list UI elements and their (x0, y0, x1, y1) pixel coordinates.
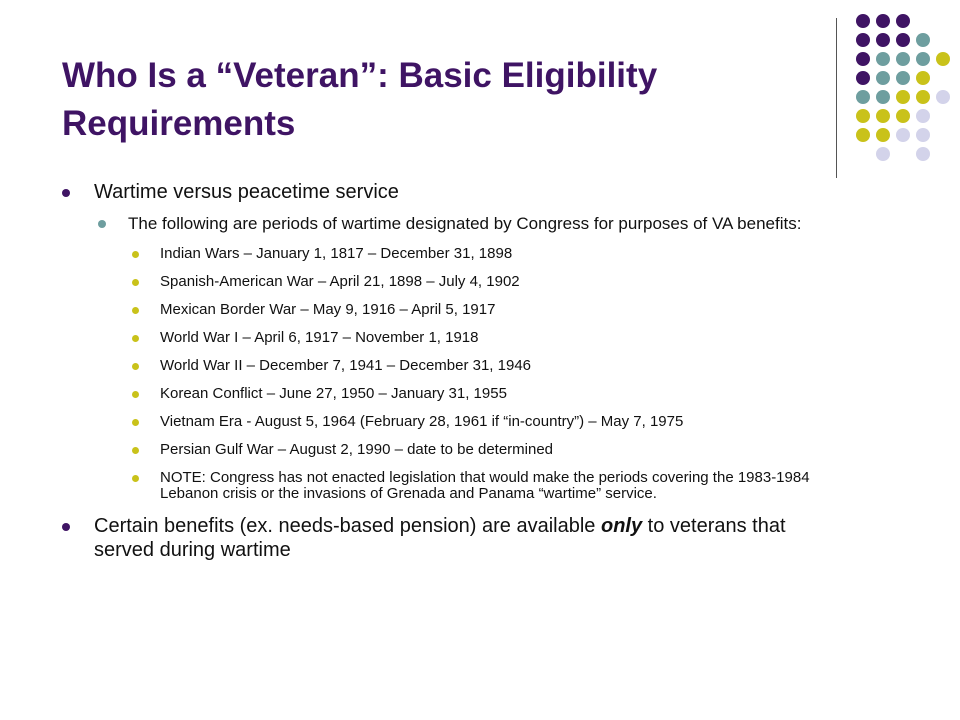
bullet-dot-icon (132, 335, 139, 342)
dot (876, 33, 890, 47)
bullet-dot-icon (132, 307, 139, 314)
wartime-period-item: Mexican Border War – May 9, 1916 – April 5, 1917 (128, 302, 842, 318)
bullet-dot-icon (132, 391, 139, 398)
wartime-period-list (128, 246, 842, 502)
sub-bullet-list (94, 214, 842, 502)
dot (916, 109, 930, 123)
sub-bullet-item (94, 214, 842, 502)
wartime-period-item: Indian Wars – January 1, 1817 – December 31, 1898 (128, 246, 842, 262)
note-item: NOTE: Congress has not enacted legislation that would make the periods covering the 1983-1984 Lebanon crisis or the invasions of Grenada and Panama “wartime” service. (128, 470, 842, 502)
emphasis-text: only (600, 515, 643, 537)
bullet-dot-icon (132, 251, 139, 258)
dot (936, 52, 950, 66)
dot (876, 147, 890, 161)
bullet-dot-icon (98, 220, 106, 228)
bullet-dot-icon (132, 363, 139, 370)
dot (916, 128, 930, 142)
bullet-dot-icon (132, 419, 139, 426)
dot (856, 52, 870, 66)
dot (876, 71, 890, 85)
dot (916, 33, 930, 47)
dot (856, 14, 870, 28)
wartime-period-item: Korean Conflict – June 27, 1950 – January 31, 1955 (128, 386, 842, 402)
bullet-dot-icon (62, 523, 70, 531)
bullet-dot-icon (132, 447, 139, 454)
dot (896, 52, 910, 66)
dot (876, 90, 890, 104)
dot (856, 128, 870, 142)
wartime-period-item: Spanish-American War – April 21, 1898 – July 4, 1902 (128, 274, 842, 290)
dot (896, 128, 910, 142)
dot (896, 71, 910, 85)
dot (936, 90, 950, 104)
dot (896, 109, 910, 123)
dot (916, 147, 930, 161)
slide-title: Who Is a “Veteran”: Basic Eligibility Requirements (62, 56, 658, 143)
dot (916, 71, 930, 85)
bullet-item (62, 180, 842, 502)
vertical-divider (836, 18, 837, 178)
dot (896, 14, 910, 28)
bullet-dot-icon (132, 279, 139, 286)
decorative-dot-grid (850, 14, 950, 154)
wartime-period-item: Vietnam Era - August 5, 1964 (February 28, 1961 if “in-country”) – May 7, 1975 (128, 414, 842, 430)
dot (916, 90, 930, 104)
bullet-text: Wartime versus peacetime service (94, 181, 399, 203)
bullet-item (62, 514, 842, 562)
dot (856, 33, 870, 47)
dot (876, 14, 890, 28)
bullet-text: Certain benefits (ex. needs-based pension) are available only to veterans that served during wartime (94, 515, 786, 561)
dot (876, 109, 890, 123)
dot (856, 90, 870, 104)
dot (896, 33, 910, 47)
dot (856, 71, 870, 85)
wartime-period-item: Persian Gulf War – August 2, 1990 – date to be determined (128, 442, 842, 458)
dot (876, 52, 890, 66)
dot (876, 128, 890, 142)
wartime-period-item: World War II – December 7, 1941 – December 31, 1946 (128, 358, 842, 374)
dot (916, 52, 930, 66)
sub-bullet-text: The following are periods of wartime designated by Congress for purposes of VA benefits: (128, 214, 802, 233)
dot (856, 109, 870, 123)
bullet-dot-icon (62, 189, 70, 197)
bullet-list (62, 180, 842, 562)
dot (896, 90, 910, 104)
wartime-period-item: World War I – April 6, 1917 – November 1, 1918 (128, 330, 842, 346)
bullet-dot-icon (132, 475, 139, 482)
